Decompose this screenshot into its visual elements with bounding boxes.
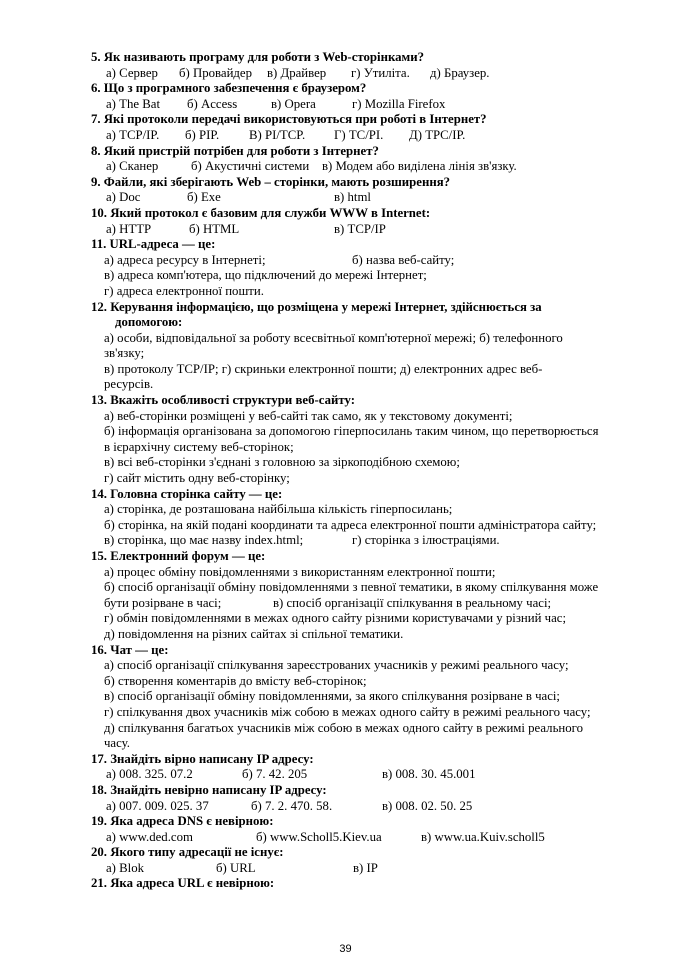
question-16-line-5: д) спілкування багатьох учасників між собою в межах одного сайту в режимі реального: [104, 720, 583, 735]
option-c: в) 008. 30. 45.001: [382, 767, 476, 782]
option-a: а) Blok: [106, 860, 145, 875]
question-12-line-1: а) особи, відповідальної за роботу всесвітньої комп'ютерної мережі; б) телефонного: [104, 330, 563, 345]
option-d: Г) TC/PI.: [334, 127, 384, 142]
question-14-title: 14. Головна сторінка сайту — це:: [91, 486, 283, 501]
option-e: Д) TPC/IP.: [409, 127, 466, 142]
option-a: а) HTTP: [106, 221, 152, 236]
question-12-title-cont: допомогою:: [115, 315, 183, 330]
option-c: в) html: [334, 190, 371, 205]
question-6-options: [91, 97, 651, 113]
question-12-line-4: ресурсів.: [104, 377, 154, 392]
question-11-line-3: г) адреса електронної пошти.: [104, 283, 264, 298]
option-b: б) Провайдер: [179, 65, 253, 80]
question-16-line-3: в) спосіб організації обміну повідомленнями, за якого спілкування розірване в часі;: [104, 689, 560, 704]
option-b: б) Access: [187, 96, 238, 111]
question-16-line-4: г) спілкування двох учасників між собою в межах одного сайту в режимі реального часу;: [104, 704, 591, 719]
question-16-line-6: часу.: [104, 736, 130, 751]
option-c: в) Модем або виділена лінія зв'язку.: [322, 159, 517, 174]
question-19-options: [91, 830, 651, 846]
question-12-line-3: в) протоколу TCP/IP; г) скриньки електронної пошти; д) електронних адрес веб-: [104, 361, 543, 376]
question-21-title: 21. Яка адреса URL є невірною:: [91, 876, 275, 891]
option-a: а) Сканер: [106, 159, 159, 174]
option-b: б) PIP.: [185, 127, 220, 142]
question-16-line-2: б) створення коментарів до вмісту веб-сторінок;: [104, 673, 367, 688]
option-c: в) IP: [353, 860, 378, 875]
page-number: 39: [339, 943, 352, 955]
option-a: а) 008. 325. 07.2: [106, 767, 193, 782]
question-15-line-3: [91, 596, 651, 612]
question-8-options: [91, 159, 651, 175]
question-16-title: 16. Чат — це:: [91, 642, 169, 657]
question-17-title: 17. Знайдіть вірно написану IP адресу:: [91, 751, 314, 766]
question-18-options: [91, 799, 651, 815]
question-11-line-2: в) адреса комп'ютера, що підключений до мережі Інтернет;: [104, 268, 427, 283]
question-17-options: [91, 767, 651, 783]
option-b: б) назва веб-сайту;: [352, 252, 455, 267]
question-12-title: 12. Керування інформацією, що розміщена у мережі Інтернет, здійснюється за: [91, 299, 542, 314]
option-d: г) Mozilla Firefox: [352, 96, 446, 111]
question-7-options: [91, 128, 651, 144]
question-10-options: [91, 222, 651, 238]
question-15-line-1: а) процес обміну повідомленнями з використанням електронної пошти;: [104, 564, 496, 579]
question-13-line-2: б) інформація організована за допомогою гіперпосилань таким чином, що перетворюється: [104, 424, 599, 439]
question-15-line-2: б) спосіб організації обміну повідомленнями з певної тематики, в якому спілкування може: [104, 580, 599, 595]
question-13-line-3: в ієрархічну систему веб-сторінок;: [104, 439, 294, 454]
question-6-title: 6. Що з програмного забезпечення є браузером?: [91, 81, 367, 96]
question-8-title: 8. Який пристрій потрібен для роботи з Інтернет?: [91, 143, 379, 158]
question-13-title: 13. Вкажіть особливості структури веб-сайту:: [91, 393, 355, 408]
option-a: а) Сервер: [106, 65, 158, 80]
question-19-title: 19. Яка адреса DNS є невірною:: [91, 814, 274, 829]
option-c: в) сторінка, що має назву index.html;: [104, 533, 304, 548]
question-13-line-4: в) всі веб-сторінки з'єднані з головною за зіркоподібною схемою;: [104, 455, 460, 470]
option-b: б) 7. 42. 205: [242, 767, 308, 782]
option-b: б) URL: [216, 860, 256, 875]
option-e: д) Браузер.: [430, 65, 490, 80]
option-b: б) Акустичні системи: [191, 159, 310, 174]
option-c: в) Opera: [271, 96, 316, 111]
question-5-title: 5. Як називають програму для роботи з Web-сторінками?: [91, 50, 425, 64]
option-b: б) HTML: [189, 221, 240, 236]
option-a: а) The Bat: [106, 96, 161, 111]
option-a: а) адреса ресурсу в Інтернеті;: [104, 252, 266, 267]
option-d: г) сторінка з ілюстраціями.: [352, 533, 500, 548]
question-18-title: 18. Знайдіть невірно написану IP адресу:: [91, 782, 327, 797]
question-16-line-1: а) спосіб організації спілкування зареєстрованих учасників у режимі реального часу;: [104, 658, 569, 673]
question-14-line-1: а) сторінка, де розташована найбільша кількість гіперпосилань;: [104, 502, 453, 517]
option-c: в) 008. 02. 50. 25: [382, 798, 473, 813]
question-20-options: [91, 861, 651, 877]
option-a: а) www.ded.com: [106, 829, 193, 844]
question-10-title: 10. Який протокол є базовим для служби WWW в Internet:: [91, 205, 431, 220]
option-b: б) www.Scholl5.Kiev.ua: [256, 829, 382, 844]
option-a: а) 007. 009. 025. 37: [106, 798, 209, 813]
question-5-options: [91, 66, 651, 82]
question-20-title: 20. Якого типу адресації не існує:: [91, 845, 284, 860]
option-c: в) Драйвер: [267, 65, 327, 80]
question-13-line-5: г) сайт містить одну веб-сторінку;: [104, 471, 290, 486]
document-page: [91, 50, 651, 892]
option-d: г) Утиліта.: [351, 65, 410, 80]
question-15-title: 15. Електронний форум — це:: [91, 549, 266, 563]
question-14-line-2: б) сторінка, на якій подані координати та адреса електронної пошти адміністратора сайту;: [104, 517, 597, 532]
option-b: б) 7. 2. 470. 58.: [251, 798, 333, 813]
option-c: в) спосіб організації спілкування в реальному часі;: [273, 595, 552, 610]
question-15-line-4: г) обмін повідомленнями в межах одного сайту різними користувачами у різний час;: [104, 611, 567, 626]
line-3-part-1: бути розірване в часі;: [104, 595, 222, 610]
option-c: В) PI/TCP.: [249, 127, 306, 142]
question-11-line-1: [91, 253, 651, 269]
question-13-line-1: а) веб-сторінки розміщені у веб-сайті так само, як у текстовому документі;: [104, 408, 513, 423]
question-11-title: 11. URL-адреса — це:: [91, 237, 216, 252]
option-a: а) Doc: [106, 190, 141, 205]
question-9-title: 9. Файли, які зберігають Web – сторінки, мають розширення?: [91, 174, 451, 189]
option-a: а) TCP/IP.: [106, 127, 160, 142]
question-7-title: 7. Які протоколи передачі використовуються при роботі в Інтернет?: [91, 112, 487, 127]
option-c: в) TCP/IP: [334, 221, 386, 236]
question-12-line-2: зв'язку;: [104, 346, 145, 361]
question-15-line-5: д) повідомлення на різних сайтах зі спільної тематики.: [104, 626, 404, 641]
question-14-line-3: [91, 533, 651, 549]
option-c: в) www.ua.Kuiv.scholl5: [421, 829, 545, 844]
question-9-options: [91, 190, 651, 206]
option-b: б) Exe: [187, 190, 221, 205]
